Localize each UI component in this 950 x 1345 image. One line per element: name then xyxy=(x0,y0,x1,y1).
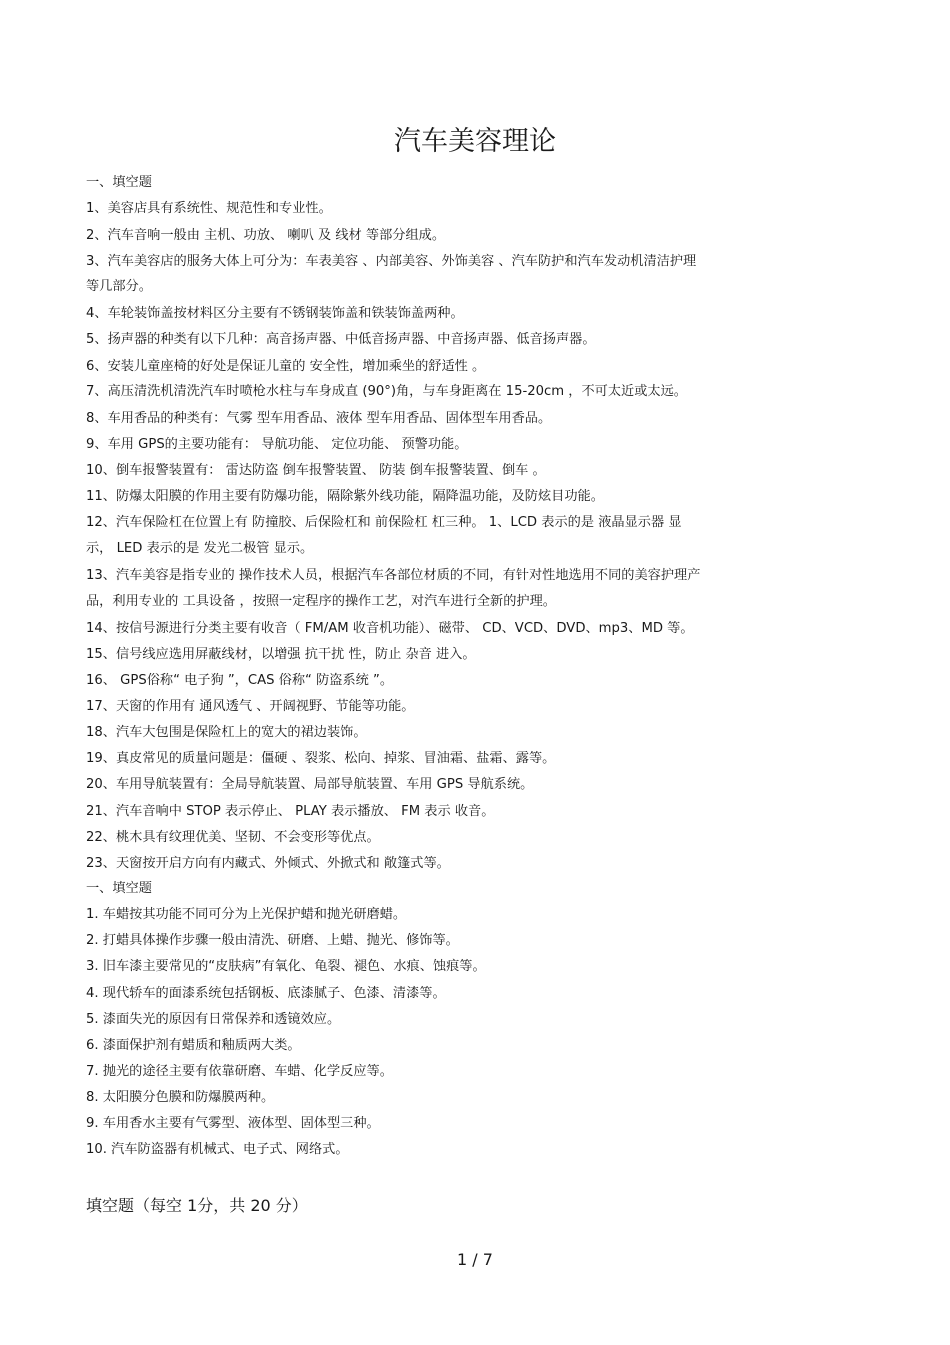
text-line: 等几部分。 xyxy=(86,279,152,294)
text-line: 18、汽车大包围是保险杠上的宽大的裙边装饰。 xyxy=(86,725,367,740)
text-line: 一、填空题 xyxy=(86,175,152,190)
text-line: 5. 漆面失光的原因有日常保养和透镜效应。 xyxy=(86,1012,341,1027)
text-line: 5、扬声器的种类有以下几种：高音扬声器、中低音扬声器、中音扬声器、低音扬声器。 xyxy=(86,332,596,347)
text-line: 19、真皮常见的质量问题是：僵硬 、裂浆、松向、掉浆、冒油霜、盐霜、露等。 xyxy=(86,751,556,766)
text-line: 2、汽车音响一般由 主机、功放、 喇叭 及 线材 等部分组成。 xyxy=(86,228,446,243)
text-line: 8、车用香品的种类有：气雾 型车用香品、液体 型车用香品、固体型车用香品。 xyxy=(86,411,552,426)
text-line: 10. 汽车防盗器有机械式、电子式、网络式。 xyxy=(86,1142,349,1157)
text-line: 21、汽车音响中 STOP 表示停止、 PLAY 表示播放、 FM 表示 收音。 xyxy=(86,804,495,819)
section-heading: 填空题（每空 1分，共 20 分） xyxy=(86,1196,308,1215)
text-line: 14、按信号源进行分类主要有收音（ FM/AM 收音机功能）、磁带、 CD、VCD、DVD、mp3、MD 等。 xyxy=(86,621,694,636)
text-line: 9. 车用香水主要有气雾型、液体型、固体型三种。 xyxy=(86,1116,380,1131)
text-line: 3、汽车美容店的服务大体上可分为：车表美容 、内部美容、外饰美容 、汽车防护和汽车发动机清洁护理 xyxy=(86,254,697,269)
page-title: 汽车美容理论 xyxy=(394,126,556,157)
text-line: 7. 抛光的途径主要有依靠研磨、车蜡、化学反应等。 xyxy=(86,1064,393,1079)
text-line: 9、车用 GPS的主要功能有： 导航功能、 定位功能、 预警功能。 xyxy=(86,437,468,452)
text-line: 2. 打蜡具体操作步骤一般由清洗、研磨、上蜡、抛光、修饰等。 xyxy=(86,933,459,948)
text-line: 6. 漆面保护剂有蜡质和釉质两大类。 xyxy=(86,1038,301,1053)
text-line: 示， LED 表示的是 发光二极管 显示。 xyxy=(86,541,314,556)
text-line: 3. 旧车漆主要常见的“皮肤病”有氧化、龟裂、褪色、水痕、蚀痕等。 xyxy=(86,959,486,974)
page-number: 1 / 7 xyxy=(457,1250,493,1269)
text-line: 4. 现代轿车的面漆系统包括钢板、底漆腻子、色漆、清漆等。 xyxy=(86,986,446,1001)
text-line: 8. 太阳膜分色膜和防爆膜两种。 xyxy=(86,1090,275,1105)
text-line: 20、车用导航装置有：全局导航装置、局部导航装置、车用 GPS 导航系统。 xyxy=(86,777,534,792)
text-line: 16、 GPS俗称“ 电子狗 ”，CAS 俗称“ 防盗系统 ”。 xyxy=(86,673,394,688)
text-line: 22、桃木具有纹理优美、坚韧、不会变形等优点。 xyxy=(86,830,380,845)
text-line: 10、倒车报警装置有： 雷达防盗 倒车报警装置、 防装 倒车报警装置、倒车 。 xyxy=(86,463,546,478)
text-line: 4、车轮装饰盖按材料区分主要有不锈钢装饰盖和铁装饰盖两种。 xyxy=(86,306,464,321)
text-line: 13、汽车美容是指专业的 操作技术人员，根据汽车各部位材质的不同，有针对性地选用不同的美容护理产 xyxy=(86,568,701,583)
text-line: 品，利用专业的 工具设备 ，按照一定程序的操作工艺，对汽车进行全新的护理。 xyxy=(86,594,556,609)
text-line: 7、高压清洗机清洗汽车时喷枪水柱与车身成直 (90°)角，与车身距离在 15-20cm ，不可太近或太远。 xyxy=(86,384,687,399)
text-line: 1. 车蜡按其功能不同可分为上光保护蜡和抛光研磨蜡。 xyxy=(86,907,407,922)
text-line: 11、防爆太阳膜的作用主要有防爆功能，隔除紫外线功能，隔降温功能，及防炫目功能。 xyxy=(86,489,604,504)
text-line: 1、美容店具有系统性、规范性和专业性。 xyxy=(86,201,332,216)
text-line: 23、天窗按开启方向有内藏式、外倾式、外掀式和 敞篷式等。 xyxy=(86,856,450,871)
text-line: 一、填空题 xyxy=(86,881,152,896)
text-line: 12、汽车保险杠在位置上有 防撞胶、后保险杠和 前保险杠 杠三种。 1、LCD 表示的是 液晶显示器 显 xyxy=(86,515,682,530)
text-line: 6、安装儿童座椅的好处是保证儿童的 安全性，增加乘坐的舒适性 。 xyxy=(86,359,486,374)
text-line: 15、信号线应选用屏蔽线材，以增强 抗干扰 性，防止 杂音 进入。 xyxy=(86,647,476,662)
text-line: 17、天窗的作用有 通风透气 、开阔视野、节能等功能。 xyxy=(86,699,415,714)
